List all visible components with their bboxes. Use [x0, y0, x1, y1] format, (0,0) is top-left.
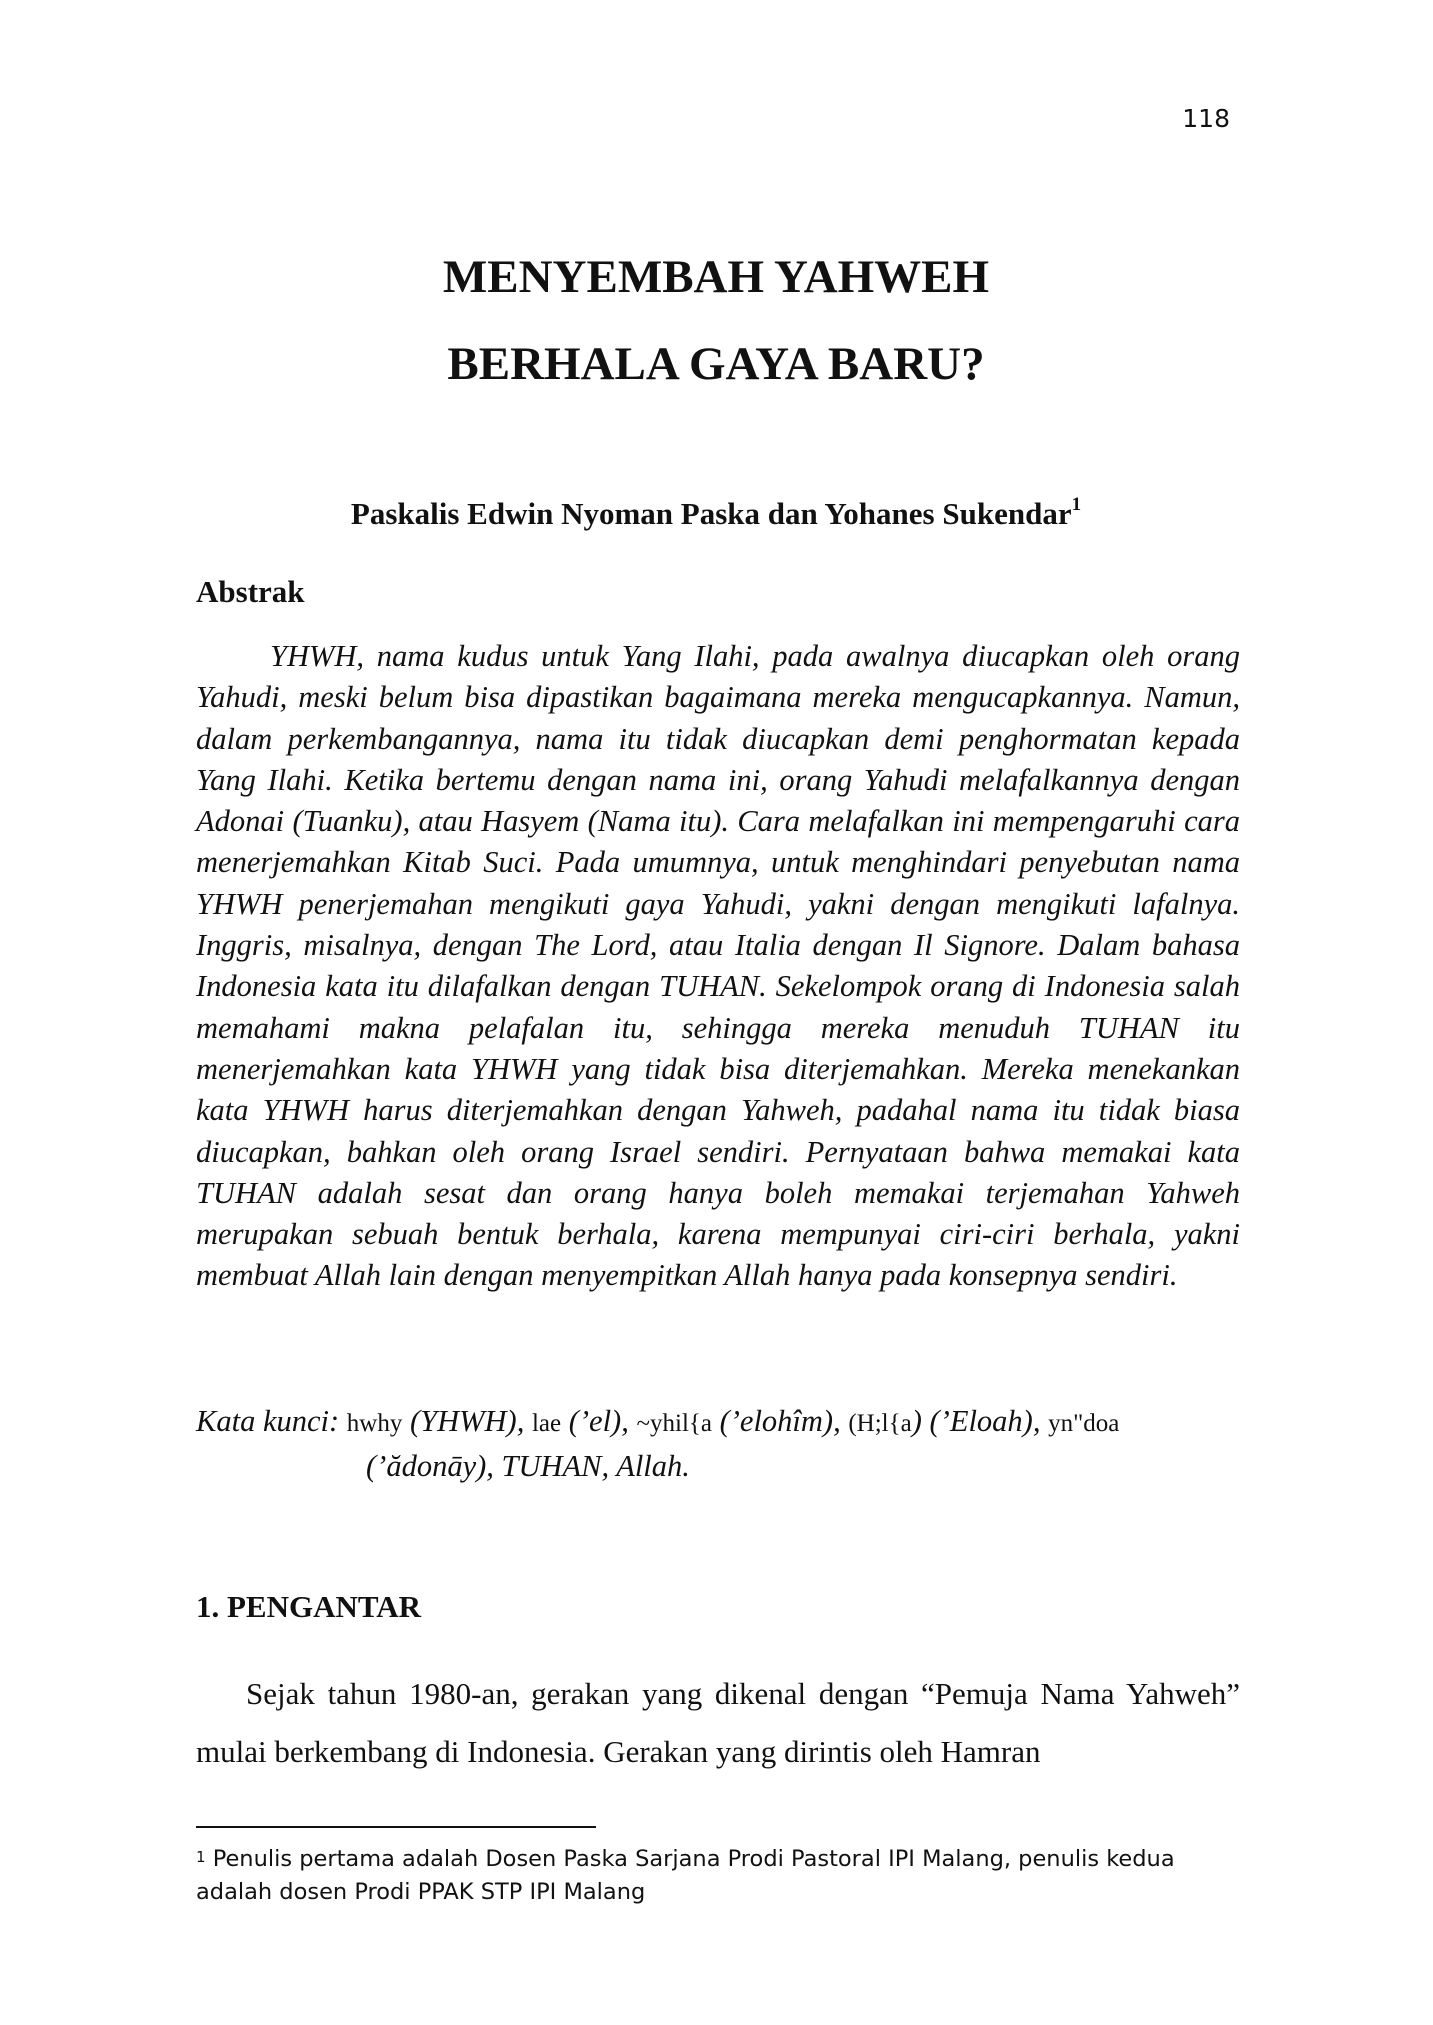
- keyword-translit-3: (’elohîm),: [711, 1404, 849, 1438]
- author-footnote-marker: 1: [1071, 494, 1082, 515]
- keyword-hebrew-5: yn"doa: [1048, 1410, 1120, 1437]
- keywords-label: Kata kunci:: [196, 1404, 340, 1438]
- keyword-hebrew-2: lae: [531, 1410, 562, 1437]
- abstract-text: YHWH, nama kudus untuk Yang Ilahi, pada awalnya diucapkan oleh orang Yahudi, meski belum bisa dipastikan bagaimana mereka mengucapkannya. Namun, dalam perkembangannya, nama itu tidak diucapkan demi penghormatan kepada Yang Ilahi. Ketika bertemu dengan nama ini, orang Yahudi melafalkannya dengan Adonai (Tuanku), atau Hasyem (Nama itu). Cara melafalkan ini mempengaruhi cara menerjemahkan Kitab Suci. Pada umumnya, untuk menghindari penyebutan nama YHWH penerjemahan mengikuti gaya Yahudi, yakni dengan mengikuti lafalnya. Inggris, misalnya, dengan The Lord, atau Italia dengan Il Signore. Dalam bahasa Indonesia kata itu dilafalkan dengan TUHAN. Sekelompok orang di Indonesia salah memahami makna pelafalan itu, sehingga mereka menuduh TUHAN itu menerjemahkan kata YHWH yang tidak bisa diterjemahkan. Mereka menekankan kata YHWH harus diterjemahkan dengan Yahweh, padahal nama itu tidak biasa diucapkan, bahkan oleh orang Israel sendiri. Pernyataan bahwa memakai kata TUHAN adalah sesat dan orang hanya boleh memakai terjemahan Yahweh merupakan sebuah bentuk berhala, karena mempunyai ciri-ciri berhala, yakni membuat Allah lain dengan menyempitkan Allah hanya pada konsepnya sendiri.: [196, 639, 1240, 1293]
- title-line-1: MENYEMBAH YAHWEH: [442, 251, 990, 303]
- author-names: Paskalis Edwin Nyoman Paska dan Yohanes Sukendar: [350, 496, 1072, 531]
- footnote-divider: [196, 1826, 596, 1828]
- section-body-text: Sejak tahun 1980-an, gerakan yang dikenal dengan “Pemuja Nama Yahweh” mulai berkembang di Indonesia. Gerakan yang dirintis oleh Hamran: [196, 1676, 1240, 1769]
- section-heading: 1. PENGANTAR: [196, 1589, 422, 1624]
- keyword-hebrew-1: hwhy: [346, 1410, 403, 1437]
- authors: [196, 496, 1236, 532]
- abstract-heading: Abstrak: [196, 574, 305, 609]
- page-number: 118: [1182, 104, 1230, 133]
- keyword-translit-4: ) (’Eloah),: [911, 1404, 1049, 1438]
- footnote-text: Penulis pertama adalah Dosen Paska Sarjana Prodi Pastoral IPI Malang, penulis kedua adalah dosen Prodi PPAK STP IPI Malang: [196, 1846, 1175, 1905]
- keyword-translit-2: (’el),: [561, 1404, 637, 1438]
- keywords: [196, 1400, 1240, 1487]
- title-line-2: BERHALA GAYA BARU?: [447, 338, 985, 390]
- keywords-line-2: (’ădonāy), TUHAN, Allah.: [366, 1449, 690, 1483]
- footnote: [196, 1843, 1240, 1909]
- keyword-hebrew-4: (H;l{a: [848, 1410, 912, 1437]
- keyword-hebrew-3: ~yhil{a: [636, 1410, 712, 1437]
- keyword-translit-1: (YHWH),: [402, 1404, 532, 1438]
- keywords-line-1: [196, 1400, 1240, 1445]
- footnote-marker: 1: [196, 1848, 206, 1866]
